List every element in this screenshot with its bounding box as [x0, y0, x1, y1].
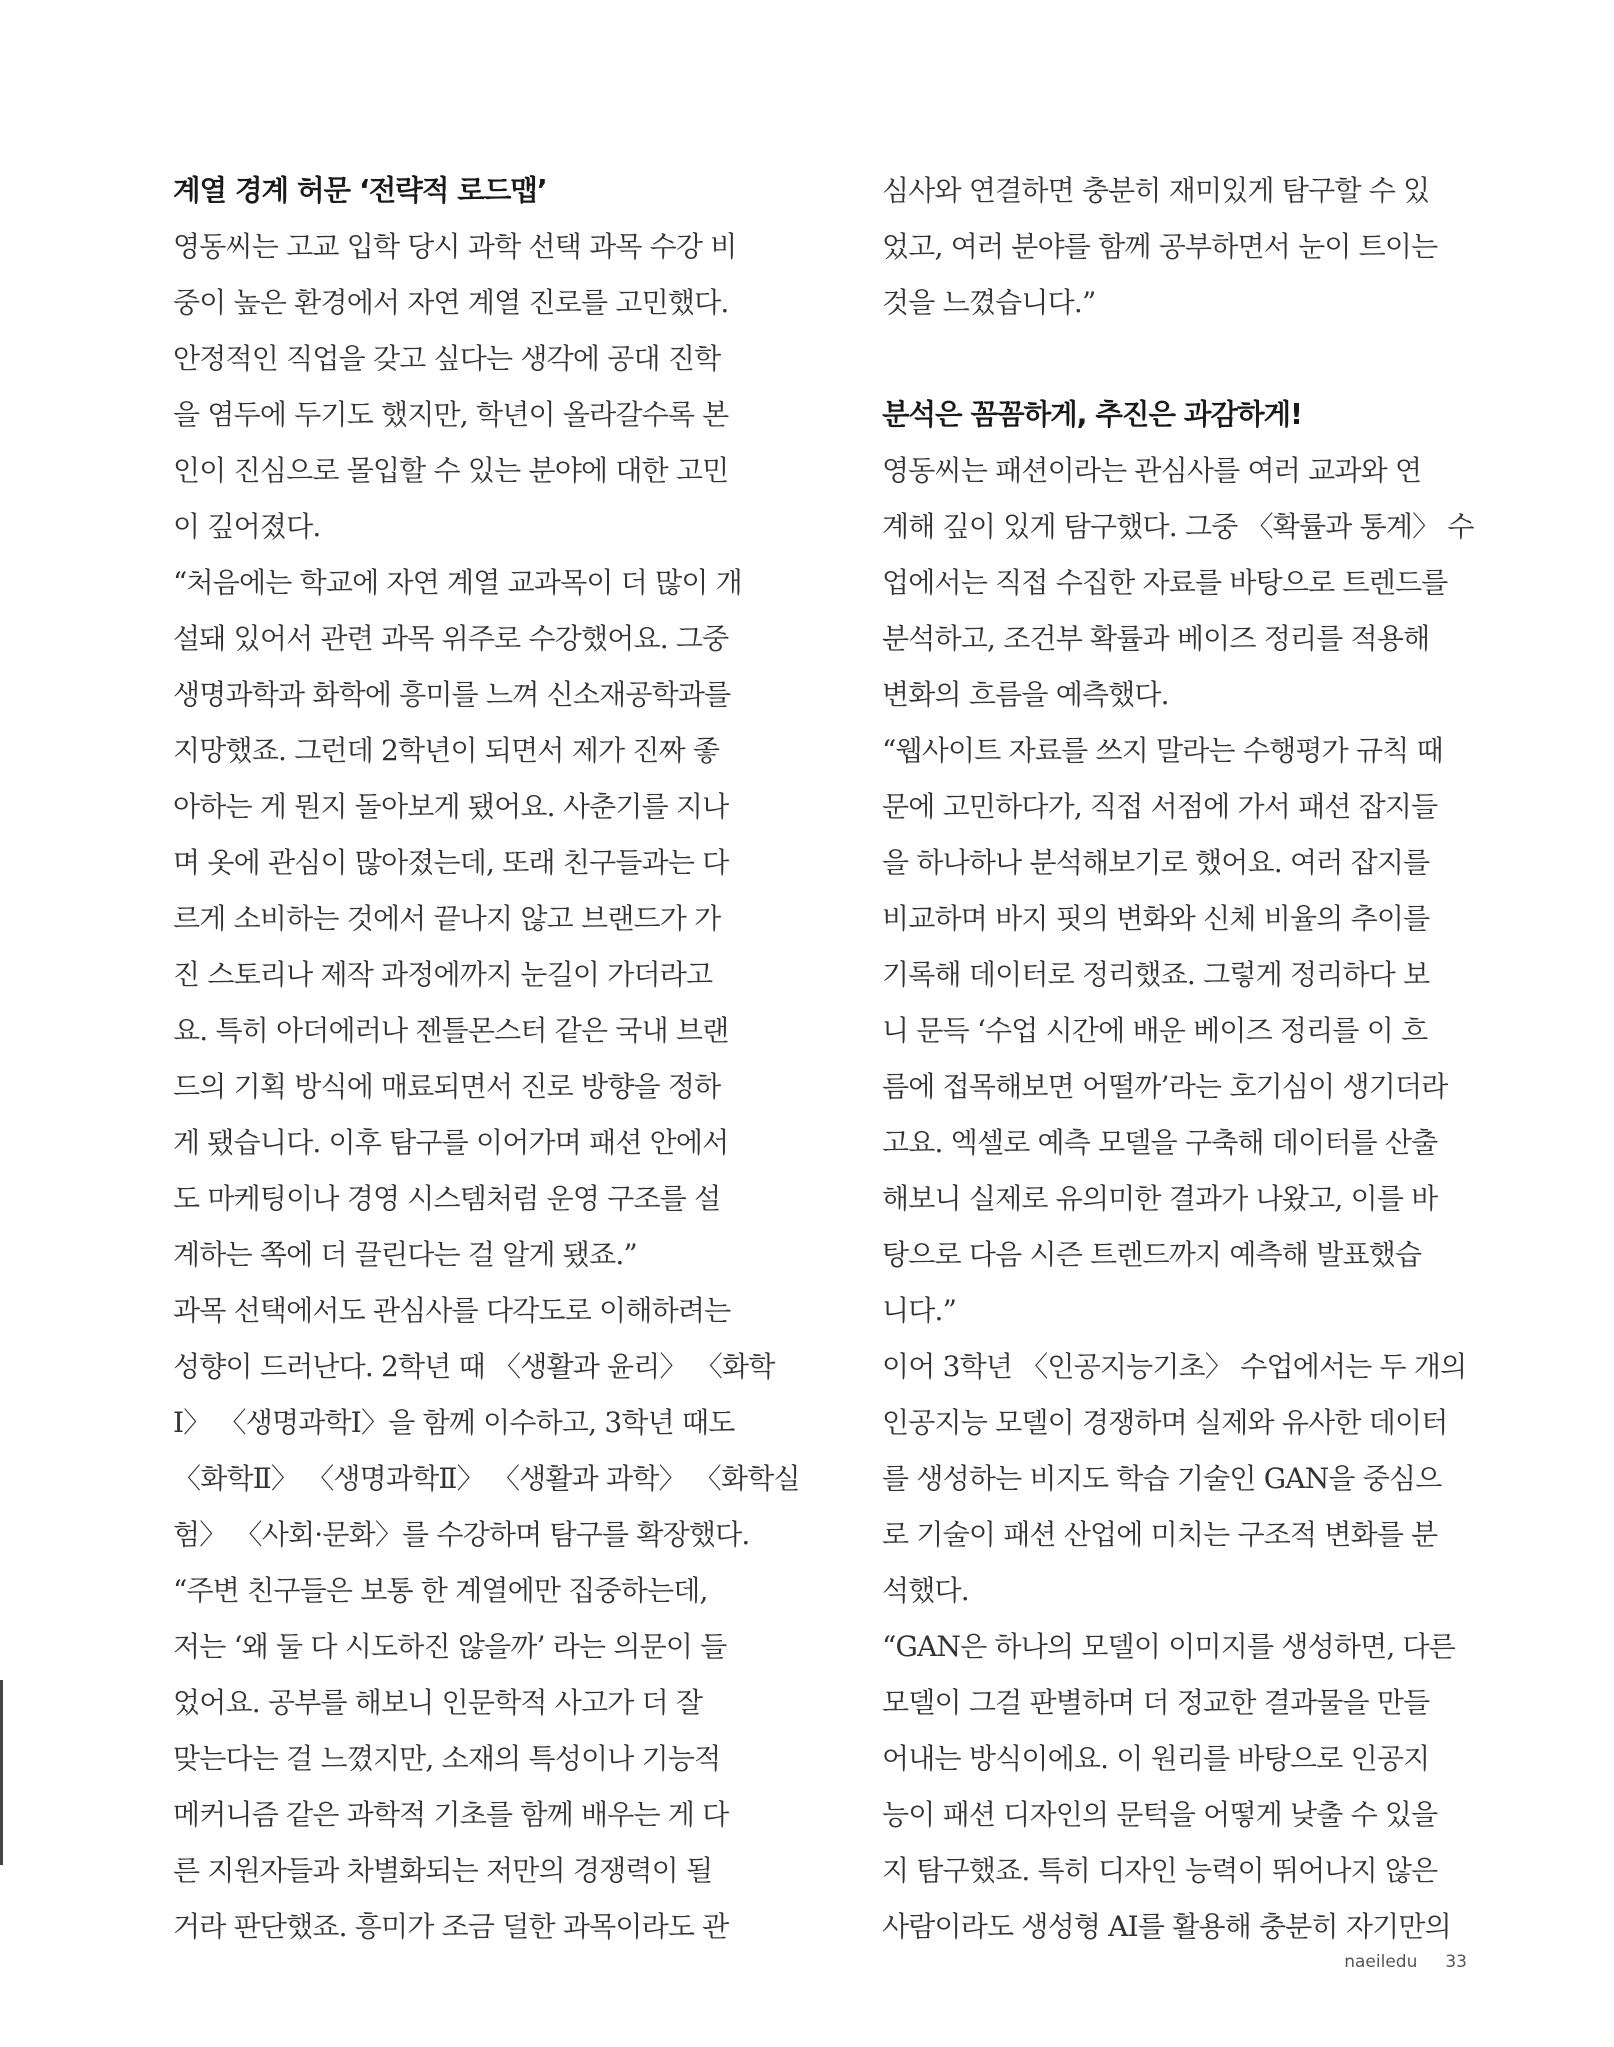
text-line: 사람이라도 생성형 AI를 활용해 충분히 자기만의	[882, 1910, 1451, 1943]
text-line: 석했다.	[882, 1574, 969, 1607]
text-line: 과목 선택에서도 관심사를 다각도로 이해하려는	[173, 1294, 731, 1327]
text-line: 니 문득 ‘수업 시간에 배운 베이즈 정리를 이 흐	[882, 1014, 1428, 1047]
text-line: 이 깊어졌다.	[173, 510, 321, 543]
text-line: 진 스토리나 제작 과정에까지 눈길이 가더라고	[173, 958, 713, 991]
text-line: 중이 높은 환경에서 자연 계열 진로를 고민했다.	[173, 286, 729, 319]
paragraph	[882, 1619, 1478, 1955]
section-spacer	[882, 331, 1478, 387]
text-line: 지망했죠. 그런데 2학년이 되면서 제가 진짜 좋	[173, 734, 720, 767]
text-line: 이어 3학년 〈인공지능기초〉 수업에서는 두 개의	[882, 1350, 1467, 1383]
text-line: 탕으로 다음 시즌 트렌드까지 예측해 발표했습	[882, 1238, 1422, 1271]
text-line: 맞는다는 걸 느꼈지만, 소재의 특성이나 기능적	[173, 1742, 721, 1775]
text-line: 드의 기획 방식에 매료되면서 진로 방향을 정하	[173, 1070, 721, 1103]
text-line: 능이 패션 디자인의 문턱을 어떻게 낮출 수 있을	[882, 1798, 1438, 1831]
text-line: 었어요. 공부를 해보니 인문학적 사고가 더 잘	[173, 1686, 703, 1719]
text-line: 었고, 여러 분야를 함께 공부하면서 눈이 트이는	[882, 230, 1438, 263]
text-line: 른 지원자들과 차별화되는 저만의 경쟁력이 될	[173, 1854, 713, 1887]
text-line: Ⅰ〉 〈생명과학Ⅰ〉을 함께 이수하고, 3학년 때도	[173, 1406, 735, 1439]
text-line: 〈화학Ⅱ〉 〈생명과학Ⅱ〉 〈생활과 과학〉 〈화학실	[173, 1462, 800, 1495]
left-body	[173, 219, 800, 1955]
text-line: 분석하고, 조건부 확률과 베이즈 정리를 적용해	[882, 622, 1430, 655]
paragraph	[173, 555, 769, 1283]
section-heading-analysis: 분석은 꼼꼼하게, 추진은 과감하게!	[882, 398, 1303, 431]
text-line: 거라 판단했죠. 흥미가 조금 덜한 과목이라도 관	[173, 1910, 729, 1943]
text-line: 험〉 〈사회·문화〉를 수강하며 탐구를 확장했다.	[173, 1518, 750, 1551]
text-line: 계하는 쪽에 더 끌린다는 걸 알게 됐죠.”	[173, 1238, 637, 1271]
paragraph	[882, 443, 1478, 723]
text-line: 를 생성하는 비지도 학습 기술인 GAN을 중심으	[882, 1462, 1442, 1495]
text-line: “처음에는 학교에 자연 계열 교과목이 더 많이 개	[173, 566, 742, 599]
text-line: 로 기술이 패션 산업에 미치는 구조적 변화를 분	[882, 1518, 1438, 1551]
text-line: 영동씨는 고교 입학 당시 과학 선택 과목 수강 비	[173, 230, 737, 263]
right-intro-paragraph	[882, 163, 1478, 331]
right-column	[882, 163, 1478, 1955]
text-line: 메커니즘 같은 과학적 기초를 함께 배우는 게 다	[173, 1798, 729, 1831]
text-line: “웹사이트 자료를 쓰지 말라는 수행평가 규칙 때	[882, 734, 1443, 767]
section-heading-roadmap: 계열 경계 허문 ‘전략적 로드맵’	[173, 174, 547, 207]
page-number: 33	[1445, 1952, 1467, 1972]
page-edge-mark	[0, 1680, 3, 1865]
text-line: 어내는 방식이에요. 이 원리를 바탕으로 인공지	[882, 1742, 1430, 1775]
paragraph	[173, 1283, 800, 1563]
text-line: 업에서는 직접 수집한 자료를 바탕으로 트렌드를	[882, 566, 1448, 599]
text-line: 도 마케팅이나 경영 시스템처럼 운영 구조를 설	[173, 1182, 721, 1215]
text-line: 름에 접목해보면 어떨까’라는 호기심이 생기더라	[882, 1070, 1448, 1103]
left-column	[173, 163, 800, 1955]
text-line: 기록해 데이터로 정리했죠. 그렇게 정리하다 보	[882, 958, 1430, 991]
paragraph	[173, 1563, 769, 1955]
text-line: 비교하며 바지 핏의 변화와 신체 비율의 추이를	[882, 902, 1430, 935]
text-line: 안정적인 직업을 갖고 싶다는 생각에 공대 진학	[173, 342, 721, 375]
text-line: 요. 특히 아더에러나 젠틀몬스터 같은 국내 브랜	[173, 1014, 729, 1047]
text-line: 며 옷에 관심이 많아졌는데, 또래 친구들과는 다	[173, 846, 729, 879]
text-line: 영동씨는 패션이라는 관심사를 여러 교과와 연	[882, 454, 1422, 487]
footer-site-name: naeiledu	[1344, 1952, 1418, 1972]
text-line: “GAN은 하나의 모델이 이미지를 생성하면, 다른	[882, 1630, 1456, 1663]
text-line: 르게 소비하는 것에서 끝나지 않고 브랜드가 가	[173, 902, 721, 935]
text-line: 저는 ‘왜 둘 다 시도하진 않을까’ 라는 의문이 들	[173, 1630, 727, 1663]
text-line: 심사와 연결하면 충분히 재미있게 탐구할 수 있	[882, 174, 1430, 207]
paragraph	[882, 723, 1478, 1339]
text-line: 문에 고민하다가, 직접 서점에 가서 패션 잡지들	[882, 790, 1438, 823]
text-line: 게 됐습니다. 이후 탐구를 이어가며 패션 안에서	[173, 1126, 729, 1159]
text-line: 인이 진심으로 몰입할 수 있는 분야에 대한 고민	[173, 454, 729, 487]
page-footer	[1344, 1952, 1467, 1972]
text-line: “주변 친구들은 보통 한 계열에만 집중하는데,	[173, 1574, 708, 1607]
text-line: 인공지능 모델이 경쟁하며 실제와 유사한 데이터	[882, 1406, 1448, 1439]
text-line: 설돼 있어서 관련 과목 위주로 수강했어요. 그중	[173, 622, 729, 655]
text-line: 니다.”	[882, 1294, 957, 1327]
text-line: 것을 느꼈습니다.”	[882, 286, 1096, 319]
text-line: 아하는 게 뭔지 돌아보게 됐어요. 사춘기를 지나	[173, 790, 729, 823]
text-line: 을 하나하나 분석해보기로 했어요. 여러 잡지를	[882, 846, 1430, 879]
right-body	[882, 443, 1478, 1955]
text-line: 해보니 실제로 유의미한 결과가 나왔고, 이를 바	[882, 1182, 1438, 1215]
text-line: 성향이 드러난다. 2학년 때 〈생활과 윤리〉 〈화학	[173, 1350, 775, 1383]
text-line: 을 염두에 두기도 했지만, 학년이 올라갈수록 본	[173, 398, 729, 431]
paragraph	[173, 219, 769, 555]
text-line: 생명과학과 화학에 흥미를 느껴 신소재공학과를	[173, 678, 731, 711]
paragraph	[882, 1339, 1478, 1619]
text-line: 고요. 엑셀로 예측 모델을 구축해 데이터를 산출	[882, 1126, 1438, 1159]
text-line: 계해 깊이 있게 탐구했다. 그중 〈확률과 통계〉 수	[882, 510, 1474, 543]
text-line: 모델이 그걸 판별하며 더 정교한 결과물을 만들	[882, 1686, 1430, 1719]
text-line: 변화의 흐름을 예측했다.	[882, 678, 1169, 711]
text-line: 지 탐구했죠. 특히 디자인 능력이 뛰어나지 않은	[882, 1854, 1438, 1887]
